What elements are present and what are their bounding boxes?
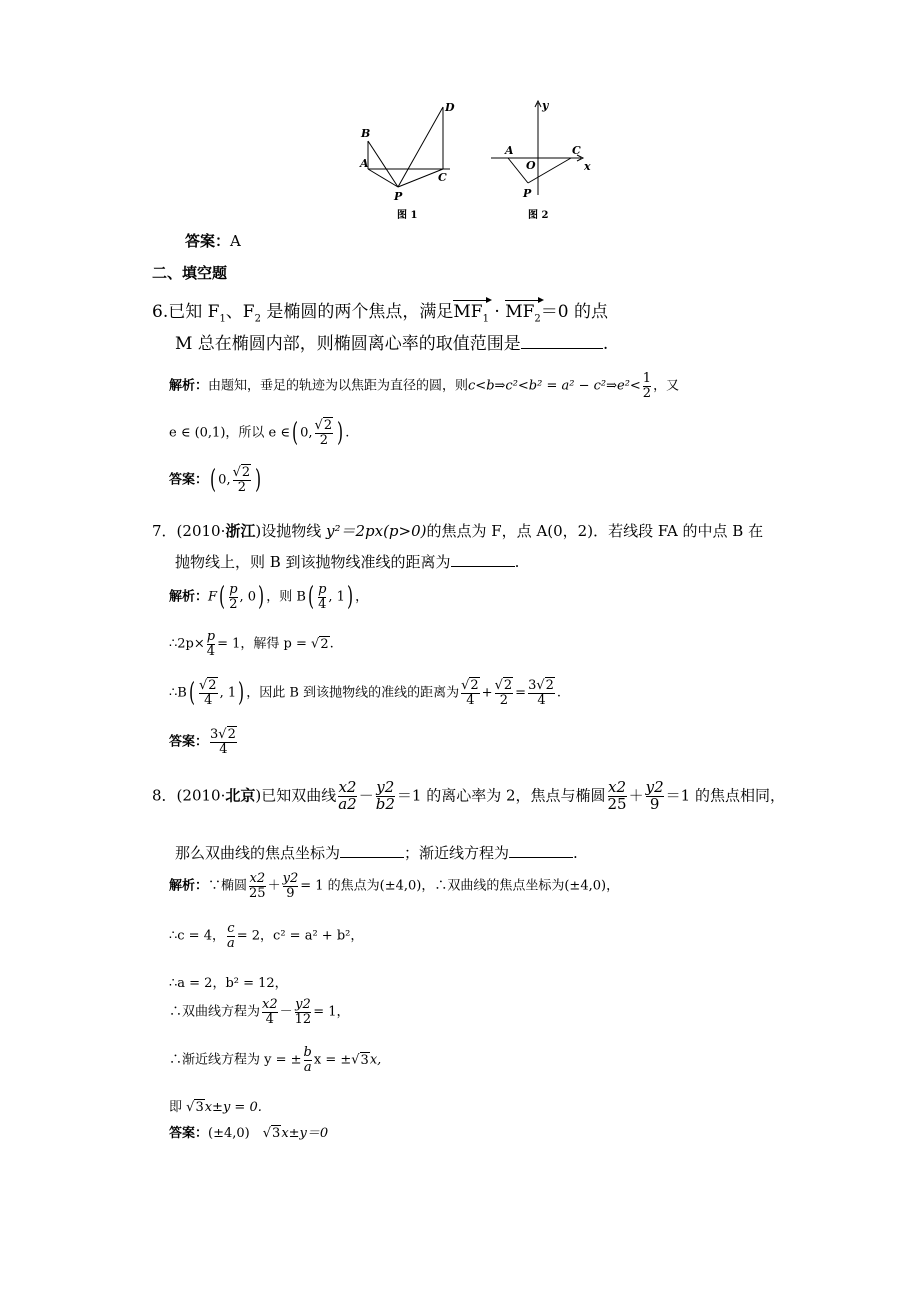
fig2-label-C: C xyxy=(572,144,581,157)
q6-blank xyxy=(521,334,603,349)
q8-solution-line4 xyxy=(169,998,349,1026)
q8-sol4-minus: － xyxy=(279,1004,293,1020)
q7-sol3-frac-a: $\frac{√2}{4}$ xyxy=(198,677,217,708)
q7-sol3-frac-c: $\frac{√2}{2}$ xyxy=(494,677,513,708)
q8-solution-line3: ∴a = 2，b² = 12， xyxy=(169,976,288,991)
fig1-label-B: B xyxy=(361,127,371,140)
q8-answer-label: 答案： xyxy=(169,1126,209,1141)
q8-sol6-a: 即 xyxy=(169,1100,187,1115)
q7-sol2-frac: $\frac{p}{4}$ xyxy=(206,629,216,659)
q8-answer: 答案：(±4,0) √3x±y＝0 xyxy=(169,1126,329,1141)
fig1-label-D: D xyxy=(445,101,455,114)
q6-solution-line2: e ∈ (0,1)，所以 e ∈( 0, $\frac{√2}{2}$ ) . xyxy=(169,417,350,448)
q6-solution2-end: . xyxy=(345,425,350,441)
q6-solution-line1 xyxy=(169,372,679,400)
q6-solution-end: ，又 xyxy=(653,378,680,394)
q7-answer xyxy=(169,728,239,756)
q8-plus: ＋ xyxy=(628,786,644,805)
figure-2 xyxy=(488,95,598,223)
q8-frac-x225: $\frac{x2}{25}$ xyxy=(607,778,627,813)
fig1-caption: 图 1 xyxy=(397,210,418,221)
fig2-caption: 图 2 xyxy=(528,210,549,221)
q7-sol3-frac-d: $\frac{3√2}{4}$ xyxy=(528,677,554,708)
q6-vector-mf2: $MF_2$ xyxy=(505,302,541,325)
q8-minus: － xyxy=(358,786,374,805)
q6-answer-frac: $\frac{√2}{2}$ xyxy=(232,464,251,495)
q7-text-c: 的焦点为 F，点 A(0，2)．若线段 FA 的中点 B 在 xyxy=(426,522,764,540)
q7-answer-label: 答案： xyxy=(169,734,209,750)
q8-sol1-plus: ＋ xyxy=(267,878,281,894)
q8-sol4-frac-b: $\frac{y2}{12}$ xyxy=(294,997,312,1027)
fig2-label-x: x xyxy=(584,160,591,173)
q7-equation: y²＝2px(p>0) xyxy=(325,522,427,540)
q7-frac-p4: $\frac{p}{4}$ xyxy=(318,581,327,612)
q6-answer-zero: 0, xyxy=(218,472,231,488)
q8-solution-line5: ∴渐近线方程为 y = ± $\frac{b}{a}$ x = ±√3x, xyxy=(169,1045,382,1075)
q8-number: 8． xyxy=(152,786,177,805)
q8-sol5-c: x, xyxy=(369,1052,382,1068)
q8-line2-mid: ；渐近线方程为 xyxy=(404,844,510,862)
q8-sol4-frac-a: $\frac{x2}{4}$ xyxy=(262,997,278,1027)
q8-solution-label: 解析： xyxy=(169,878,209,894)
q5-answer-label: 答案： xyxy=(185,232,231,250)
q6-solution-label: 解析： xyxy=(169,378,209,394)
q6-solution2-zero: 0, xyxy=(300,425,313,441)
q8-region: 北京 xyxy=(225,786,256,805)
q7-sol2-end: . xyxy=(329,636,334,652)
q7-blank xyxy=(451,552,515,567)
q8-text-b: )已知双曲线 xyxy=(255,786,337,805)
q7-solution-line1: 解析：F( $\frac{p}{2}$ , 0) ，则 B( $\frac{p}{4}$ , 1) ， xyxy=(169,581,369,612)
fig2-label-y: y xyxy=(542,99,549,112)
q8-solution-line6: 即 √3x±y = 0. xyxy=(169,1100,262,1115)
q8-frac-y29: $\frac{y2}{9}$ xyxy=(645,778,664,813)
q6-dot: · xyxy=(488,302,506,322)
q6-solution2-frac: $\frac{√2}{2}$ xyxy=(314,417,333,448)
q7-point-F: F xyxy=(208,589,218,605)
q8-sol1-b: = 1 的焦点为(±4,0)，∴双曲线的焦点坐标为(±4,0)， xyxy=(300,878,620,894)
q7-eq-sign: = xyxy=(515,685,527,701)
q7-plus: + xyxy=(481,685,493,701)
q7-region: 浙江 xyxy=(225,522,256,540)
q7-sol3-one: , 1 xyxy=(219,685,237,701)
q8-solution-line2 xyxy=(169,922,363,950)
fig1-label-C: C xyxy=(438,171,447,184)
q7-sol2-b: = 1，解得 p = xyxy=(217,636,312,652)
section-title: 二、填空题 xyxy=(152,264,228,282)
q7-sol3-b: ，因此 B 到该抛物线的准线的距离为 xyxy=(246,685,460,701)
q7-solution-line3: ∴B( $\frac{√2}{4}$ , 1) ，因此 B 到该抛物线的准线的距离为 $\frac{√2}{4}$ + $\frac{√2}{2}$ = $\frac{3√2}{4}$ . xyxy=(169,677,562,708)
q6-answer: 答案：( 0, $\frac{√2}{2}$ ) xyxy=(169,464,262,495)
q7-line2-text: 抛物线上，则 B 到该抛物线准线的距离为 xyxy=(175,553,451,571)
q7-line1 xyxy=(152,520,763,541)
q7-text-a: (2010· xyxy=(176,522,226,540)
q8-sol1-frac-a: $\frac{x2}{25}$ xyxy=(249,871,266,901)
q7-period: . xyxy=(556,685,562,701)
q6-text-b: 、F xyxy=(225,302,255,322)
q7-then-B: ，则 B xyxy=(266,589,306,605)
q8-sol2-frac: $\frac{c}{a}$ xyxy=(226,921,235,951)
q7-sol3-frac-b: $\frac{√2}{4}$ xyxy=(461,677,479,708)
q6-solution-frac: $\frac{1}{2}$ xyxy=(642,371,652,401)
q6-text-c: 是椭圆的两个焦点，满足 xyxy=(260,302,454,322)
fig1-label-P: P xyxy=(394,190,403,203)
q5-answer-value: A xyxy=(230,232,241,250)
q8-text-d: ＝1 的焦点相同， xyxy=(665,786,785,805)
q8-sol2-a: ∴c = 4， xyxy=(169,928,225,944)
q6-line2-end: . xyxy=(602,334,609,354)
q6-solution-text: 由题知，垂足的轨迹为以焦距为直径的圆，则 xyxy=(208,378,469,394)
q8-sol4-b: = 1， xyxy=(313,1004,350,1020)
q8-sol1-frac-b: $\frac{y2}{9}$ xyxy=(282,871,299,901)
fig1-label-A: A xyxy=(360,157,369,170)
q7-sol2-a: ∴2p× xyxy=(169,636,205,652)
q8-sol5-b: x = ± xyxy=(313,1052,352,1068)
q8-text-c: ＝1 的离心率为 2，焦点与椭圆 xyxy=(396,786,606,805)
q6-number: 6. xyxy=(152,302,169,322)
q8-sol4-a: ∴双曲线方程为 xyxy=(169,1004,261,1020)
q6-answer-label: 答案： xyxy=(169,472,209,488)
q7-number: 7． xyxy=(152,522,177,540)
q7-sol3-a: ∴B xyxy=(169,685,187,701)
q5-answer xyxy=(185,230,241,251)
q6-solution2-text: e ∈ (0,1)，所以 e ∈ xyxy=(169,425,290,441)
q7-comma: ， xyxy=(355,589,369,605)
q6-sub2: 2 xyxy=(254,313,261,325)
q8-blank-1 xyxy=(340,843,404,858)
q8-sol5-frac: $\frac{b}{a}$ xyxy=(303,1045,312,1075)
q8-sol5-a: ∴渐近线方程为 y = ± xyxy=(169,1052,302,1068)
q6-line2 xyxy=(175,329,608,354)
q6-vector-mf1: $MF_1$ xyxy=(453,302,489,325)
q8-sol6-b: x±y = 0. xyxy=(204,1100,262,1115)
q6-sub1: 1 xyxy=(219,313,226,325)
fig2-label-P: P xyxy=(523,187,532,200)
q8-frac-y2b2: $\frac{y2}{b2}$ xyxy=(375,778,395,813)
q7-text-b: )设抛物线 xyxy=(255,522,326,540)
q8-text-a: (2010· xyxy=(176,786,226,805)
q7-zero: , 0 xyxy=(239,589,257,605)
q6-text-a: 已知 F xyxy=(168,302,220,322)
figure-1 xyxy=(355,95,465,223)
q7-answer-frac: $\frac{3√2}{4}$ xyxy=(210,727,236,757)
q7-line2-end: . xyxy=(514,553,520,571)
q6-line2-text: M 总在椭圆内部，则椭圆离心率的取值范围是 xyxy=(175,334,521,354)
q8-line1 xyxy=(152,780,785,813)
q6-solution-math: c<b⇒c²<b² = a² − c²⇒e²< xyxy=(468,378,641,394)
q6-line1 xyxy=(152,297,608,324)
q8-sol1-a: ∵椭圆 xyxy=(208,878,248,894)
q7-frac-p2: $\frac{p}{2}$ xyxy=(229,581,238,612)
q7-solution-line2: ∴2p× $\frac{p}{4}$ = 1，解得 p = √2. xyxy=(169,629,334,659)
q8-solution-line1 xyxy=(169,872,619,900)
q8-blank-2 xyxy=(509,843,573,858)
q7-line2 xyxy=(175,551,519,572)
q8-line2-end: . xyxy=(573,844,578,862)
q7-one: , 1 xyxy=(328,589,345,605)
q8-frac-x2a2: $\frac{x2}{a2}$ xyxy=(338,778,357,813)
q8-line2-text: 那么双曲线的焦点坐标为 xyxy=(175,844,341,862)
fig2-label-O: O xyxy=(526,159,536,172)
q7-solution-label: 解析： xyxy=(169,589,209,605)
q8-line2 xyxy=(175,842,578,863)
q6-text-d: ＝0 的点 xyxy=(540,302,608,322)
q8-sol2-b: = 2，c² = a² + b²， xyxy=(236,928,364,944)
q8-answer-b: x±y＝0 xyxy=(281,1126,329,1141)
fig2-label-A: A xyxy=(505,144,514,157)
q8-answer-a: (±4,0) xyxy=(208,1126,263,1141)
